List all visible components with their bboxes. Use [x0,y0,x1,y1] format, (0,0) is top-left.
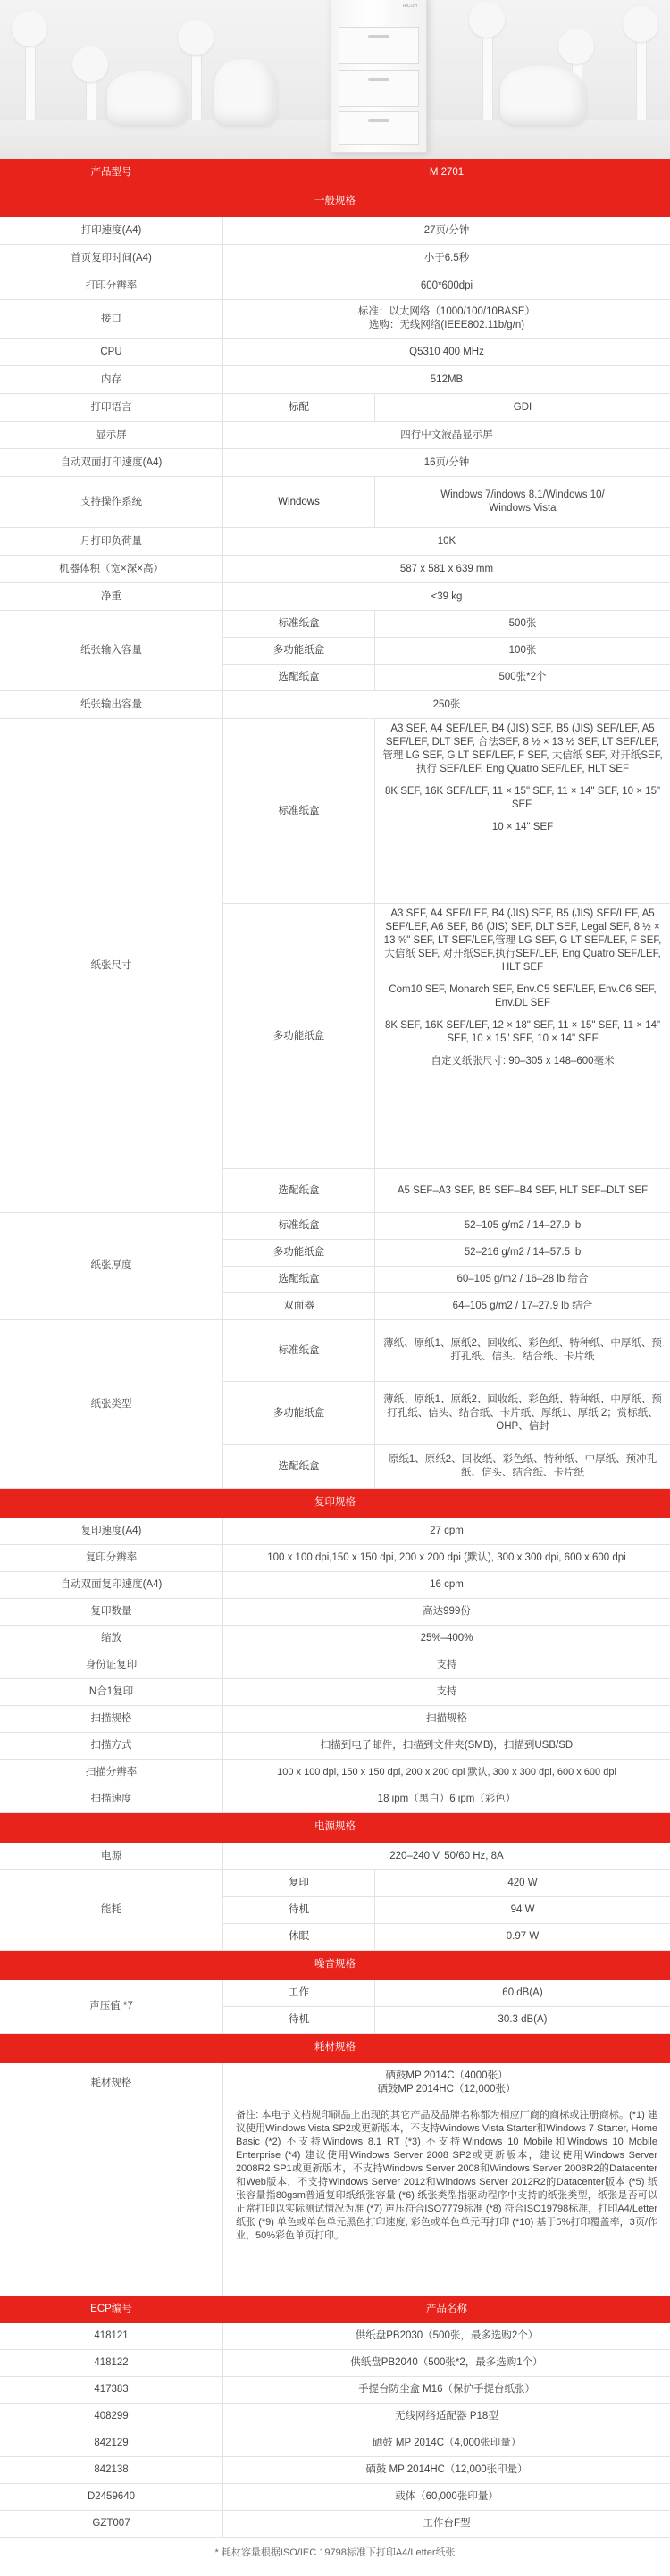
spec-sub-label: 待机 [223,2007,375,2033]
spec-value: Q5310 400 MHz [409,346,484,357]
ecp-name: 硒鼓 MP 2014C（4,000张印量） [372,2438,522,2448]
printer-tray [339,27,419,64]
spec-sub-row [223,1980,670,2007]
spec-value: 52–105 g/m2 / 14–27.9 lb [464,1220,582,1231]
paper-size-text: 自定义纸张尺寸: 90–305 x 148–600毫米 [431,1056,615,1066]
spec-sub-label: 复印 [223,1870,375,1896]
remarks-text: 备注: 本电子文档规印刷品上出现的其它产品及品牌名称都为相应厂商的商标或注册商标。(*1) 建议使用Windows Vista SP2或更新版本，不支持Windows Vista Starter和Windows 7 Starter, Home Basic (*2) 不支持Windows 8.1 RT (*3) 不支持Windows 10 Mobile和Windows 10 Mobile Enterprise (*4) 建议使用Windows Server 2008 SP2或更新版本，建议使用Windows Server 2008R2 SP1或更新版本，不支持Windows Server 2008和Windows Server 2008R2的Datacenter和Web版本，不支持Windows Server 2012和Windows Server 2012R2的Datacenter版本 (*5) 纸张容量指80gsm普通复印纸纸张容量 (*6) 纸张类型指驱动程序中支持的纸张类型，纸张是否可以正常打印以实际测试情况为准 (*7) 声压符合ISO7779标准 (*8) 符合ISO19798标准，打印A4/Letter纸张 (*9) 单色或单色单元黑色打印速度, 彩色或单色单元再打印 (*10) 基于5%打印覆盖率，3页/作业，50%彩色单页打印。 [236,2110,657,2241]
spec-label: 自动双面复印速度(A4) [0,1572,223,1598]
footnote: * 耗材容量根据ISO/IEC 19798标准下打印A4/Letter纸张 [214,2547,456,2558]
ecp-code: 842138 [0,2457,223,2483]
spec-label: 机器体积（宽×深×高） [0,556,223,582]
spec-group [0,1213,670,1320]
spec-value: 587 x 581 x 639 mm [399,563,494,574]
table-row [0,2484,670,2511]
spec-sub-row [223,1897,670,1924]
spec-value: 100 x 100 dpi, 150 x 150 dpi, 200 x 200 dpi 默认, 300 x 300 dpi, 600 x 600 dpi [277,1767,616,1777]
spec-row [0,1706,670,1733]
spec-value: 支持 [436,1660,457,1670]
spec-row [0,272,670,300]
spec-row [0,583,670,611]
ecp-name: 手提台防尘盒 M16（保护手提台纸张） [357,2384,536,2395]
ecp-code: 417383 [0,2377,223,2403]
spec-row [0,1733,670,1760]
section-general [0,188,670,217]
spec-group [0,1870,670,1951]
spec-row [0,556,670,583]
ecp-code-header: ECP编号 [0,2296,223,2322]
spec-value: 18 ipm（黑白）6 ipm（彩色） [377,1794,516,1804]
spec-sub-row [223,1267,670,1293]
spec-label: 扫描规格 [0,1706,223,1732]
spec-value: 四行中文液晶显示屏 [400,429,493,440]
spec-row [0,245,670,272]
table-row [0,2377,670,2404]
spec-row [0,300,670,339]
spec-value: 薄纸、原纸1、原纸2、回收纸、彩色纸、特种纸、中厚纸、预打孔纸、信头、结合纸、卡片纸、厚纸1、厚纸 2；赏标纸、OHP、信封 [383,1393,662,1432]
section-noise [0,1951,670,1980]
spec-label: 接口 [0,300,223,338]
spec-value: 原纸1、原纸2、回收纸、彩色纸、特种纸、中厚纸、预冲孔纸、信头、结合纸、卡片纸 [388,1454,657,1478]
spec-label: 纸张输出容量 [0,691,223,718]
spec-sub-label: 标准纸盒 [223,719,375,903]
ecp-name: 无线网络适配器 P18型 [395,2411,498,2421]
spec-value: 100 x 100 dpi,150 x 150 dpi, 200 x 200 dpi (默认), 300 x 300 dpi, 600 x 600 dpi [267,1552,626,1563]
spec-label: 打印速度(A4) [0,217,223,244]
spec-sub-label: Windows [223,477,375,527]
spec-value: 硒鼓MP 2014C（4000张） 硒鼓MP 2014HC（12,000张） [377,2070,516,2095]
section-title: 一般规格 [314,196,356,206]
spec-label: N合1复印 [0,1679,223,1705]
spec-value: A5 SEF–A3 SEF, B5 SEF–B4 SEF, HLT SEF–DLT SEF [397,1184,649,1196]
spec-value: 0.97 W [506,1931,540,1942]
spec-value: 27 cpm [430,1526,464,1536]
remarks-row [0,2103,670,2296]
spec-sub-row [223,1445,670,1488]
spec-sub-row [223,665,670,690]
spec-value: 60 dB(A) [502,1987,543,1998]
printer-image [331,0,427,153]
spec-value [375,719,670,903]
spec-label: CPU [0,339,223,365]
spec-sub-label: 休眠 [223,1924,375,1950]
spec-value: 标准：以太网络（1000/100/10BASE） 选购：无线网络(IEEE802.11b/g/n) [357,306,536,330]
section-copy [0,1489,670,1518]
spec-label: 扫描方式 [0,1733,223,1759]
spec-row [0,217,670,245]
spec-label: 扫描速度 [0,1786,223,1812]
section-title: 电源规格 [314,1821,356,1832]
spec-label: 内存 [0,366,223,393]
spec-sub-label: 多功能纸盒 [223,1240,375,1266]
spec-sub-label: 选配纸盒 [223,1267,375,1292]
ecp-name: 工作台F型 [423,2518,471,2529]
spec-label: 耗材规格 [0,2063,223,2103]
spec-label: 复印速度(A4) [0,1518,223,1544]
spec-value: Windows 7/indows 8.1/Windows 10/ Windows Vista [440,489,605,514]
spec-sub-label: 选配纸盒 [223,1445,375,1488]
spec-sub-label: 多功能纸盒 [223,904,375,1168]
printer-tray [339,111,419,145]
spec-value: 64–105 g/m2 / 17–27.9 lb 结合 [452,1301,593,1311]
ecp-name: 供纸盘PB2040（500张*2，最多选购1个） [350,2357,543,2368]
ecp-code: 408299 [0,2404,223,2430]
spec-label: 首页复印时间(A4) [0,245,223,272]
ecp-code: 418121 [0,2323,223,2349]
spec-label: 月打印负荷量 [0,528,223,555]
paper-size-text: A3 SEF, A4 SEF/LEF, B4 (JIS) SEF, B5 (JIS) SEF/LEF, A5 SEF/LEF, DLT SEF, 合法SEF, 8 ½ × 13 ½ SEF, LT SEF/LEF, 管理 LG SEF, G LT SEF/LEF, F SEF, 大信纸 SEF, 对开纸SEF, 执行 SEF/LEF, Eng Quatro SEF/LEF, HLT SEF [382,723,663,774]
spec-label: 复印分辨率 [0,1545,223,1571]
table-row [0,2323,670,2350]
spec-group [0,1980,670,2034]
table-row [0,2350,670,2377]
spec-sub-row [223,904,670,1169]
spec-group [0,611,670,691]
ecp-code: GZT007 [0,2511,223,2537]
spec-value: GDI [513,401,532,413]
spec-sub-label: 标准纸盒 [223,1320,375,1381]
spec-label: 自动双面打印速度(A4) [0,449,223,476]
paper-size-text: Com10 SEF, Monarch SEF, Env.C5 SEF/LEF, Env.C6 SEF, Env.DL SEF [389,984,657,1008]
spec-value: 扫描到电子邮件，扫描到文件夹(SMB)，扫描到USB/SD [320,1740,574,1751]
spec-sub-row [223,1924,670,1950]
spec-table [0,159,670,2559]
spec-sub-row [223,1213,670,1240]
spec-value: 高达999份 [423,1606,471,1617]
paper-size-text: 10 × 14" SEF [491,822,554,832]
spec-row [0,339,670,366]
ecp-name: 硒鼓 MP 2014HC（12,000张印量） [365,2464,528,2475]
spec-sub-row [223,1169,670,1212]
table-row [0,2511,670,2538]
spec-sub-row [223,2007,670,2033]
spec-label: 身份证复印 [0,1652,223,1678]
section-title: 噪音规格 [314,1959,356,1970]
spec-row [0,1599,670,1626]
spec-value: 600*600dpi [420,280,473,291]
section-consumables [0,2034,670,2063]
spec-value: 220–240 V, 50/60 Hz, 8A [389,1850,504,1861]
spec-value: 薄纸、原纸1、原纸2、回收纸、彩色纸、特种纸、中厚纸、预打孔纸、信头、结合纸、卡片纸 [383,1338,662,1362]
spec-value: 420 W [507,1878,538,1888]
spec-value: 16 cpm [430,1579,464,1590]
spec-sub-label: 工作 [223,1980,375,2006]
spec-sub-row [223,1320,670,1382]
table-row [0,2404,670,2430]
spec-label: 纸张尺寸 [0,719,223,1212]
spec-row [0,422,670,449]
spec-row [0,366,670,394]
spec-row [0,1545,670,1572]
spec-value: 30.3 dB(A) [498,2014,548,2025]
model-value: M 2701 [429,167,465,178]
spec-row [0,449,670,477]
spec-sub-label: 待机 [223,1897,375,1923]
spec-value: 94 W [510,1904,535,1915]
spec-row [0,1652,670,1679]
spec-group [0,719,670,1213]
spec-row [0,1786,670,1813]
spec-sub-row [223,719,670,904]
spec-value: 100张 [508,645,537,656]
spec-row [0,691,670,719]
spec-label: 净重 [0,583,223,610]
spec-value: 支持 [436,1686,457,1697]
spec-label: 能耗 [0,1870,223,1950]
spec-label: 电源 [0,1843,223,1869]
section-title: 耗材规格 [314,2042,356,2053]
ecp-code: D2459640 [0,2484,223,2510]
animal-figure [107,71,188,125]
spec-value: 500张 [508,618,537,629]
spec-row [0,2063,670,2103]
remarks-label-cell [0,2103,223,2296]
spec-value: 10K [437,535,456,547]
spec-label: 支持操作系统 [0,477,223,527]
ecp-name: 载体（60,000张印量） [395,2491,498,2502]
spec-sub-label: 选配纸盒 [223,1169,375,1212]
spec-label: 纸张输入容量 [0,611,223,690]
spec-sub-label: 多功能纸盒 [223,638,375,664]
spec-value: 25%–400% [420,1633,473,1643]
spec-sub-row [223,1293,670,1319]
spec-value: 60–105 g/m2 / 16–28 lb 给合 [456,1274,589,1284]
animal-figure [500,66,586,125]
spec-sub-label: 标配 [223,394,375,421]
spec-row [0,528,670,556]
spec-row [0,1843,670,1870]
spec-sub-label: 选配纸盒 [223,665,375,690]
spec-value [375,904,670,1168]
spec-label: 缩放 [0,1626,223,1652]
ecp-code: 418122 [0,2350,223,2376]
spec-row [0,1679,670,1706]
spec-label: 显示屏 [0,422,223,448]
spec-value: 52–216 g/m2 / 14–57.5 lb [464,1247,582,1258]
spec-row [0,477,670,528]
spec-label: 纸张类型 [0,1320,223,1488]
spec-value: 16页/分钟 [423,456,470,468]
spec-label: 打印语言 [0,394,223,421]
section-title: 复印规格 [314,1497,356,1508]
spec-sub-row [223,1870,670,1897]
spec-row [0,1518,670,1545]
paper-size-text: 8K SEF, 16K SEF/LEF, 11 × 15" SEF, 11 × 14" SEF, 10 × 15" SEF, [384,786,661,810]
ecp-name-header: 产品名称 [426,2304,467,2314]
spec-row [0,1572,670,1599]
spec-sub-row [223,1240,670,1267]
ecp-header-row [0,2296,670,2323]
spec-value: 27页/分钟 [423,224,470,236]
paper-size-text: 8K SEF, 16K SEF/LEF, 12 × 18" SEF, 11 × 15" SEF, 11 × 14" SEF, 10 × 15" SEF, 10 × 14" SEF [384,1020,661,1044]
spec-sub-label: 多功能纸盒 [223,1382,375,1444]
spec-sub-row [223,638,670,665]
spec-sub-row [223,1382,670,1445]
model-header-row [0,159,670,188]
ecp-name: 供纸盘PB2030（500张，最多选购2个） [355,2330,539,2341]
paper-size-text: A3 SEF, A4 SEF/LEF, B4 (JIS) SEF, B5 (JIS) SEF/LEF, A5 SEF/LEF, A6 SEF, B6 (JIS) SEF, DLT SEF, Legal SEF, 8 ½ × 13 ⅝" SEF, LT SEF/LEF,管理 LG SEF, G LT SEF/LEF, F SEF, 大信纸 SEF, 对开纸SEF,执行SEF/LEF, Eng Quatro SEF/LEF, HLT SEF [383,908,662,973]
printer-tray [339,70,419,107]
spec-value: 扫描规格 [426,1713,467,1724]
spec-label: 扫描分辨率 [0,1760,223,1786]
ecp-code: 842129 [0,2430,223,2456]
spec-label: 声压值 *7 [0,1980,223,2033]
animal-figure [214,59,277,125]
table-row [0,2430,670,2457]
spec-value: 250张 [432,698,461,710]
spec-value: 小于6.5秒 [423,252,470,263]
model-label: 产品型号 [0,159,223,187]
spec-row [0,394,670,422]
spec-value: 500张*2个 [498,672,547,682]
table-row [0,2457,670,2484]
spec-sub-row [223,611,670,638]
printer-brand: RICOH [402,4,417,9]
hero-banner [0,0,670,159]
section-power [0,1813,670,1843]
spec-sub-label: 标准纸盒 [223,1213,375,1239]
spec-label: 复印数量 [0,1599,223,1625]
spec-label: 打印分辨率 [0,272,223,299]
spec-sub-label: 双面器 [223,1293,375,1319]
spec-value: 512MB [430,373,464,385]
spec-row [0,1626,670,1652]
spec-value: <39 kg [431,590,463,602]
spec-sub-label: 标准纸盒 [223,611,375,637]
spec-group [0,1320,670,1489]
spec-label: 纸张厚度 [0,1213,223,1319]
spec-row [0,1760,670,1786]
